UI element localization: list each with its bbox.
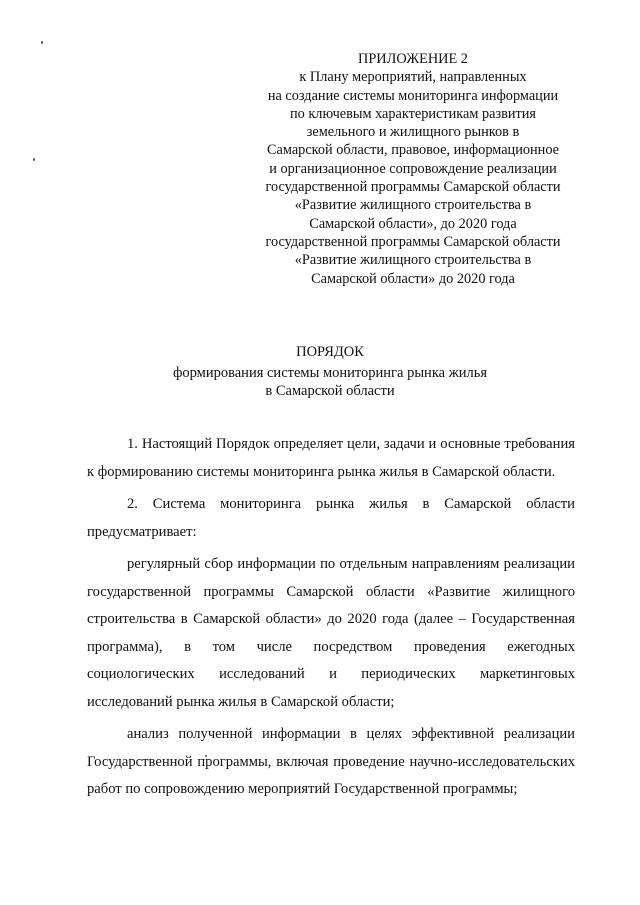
scan-speck xyxy=(41,41,43,44)
annex-heading: ПРИЛОЖЕНИЕ 2 xyxy=(358,51,468,67)
annex-header xyxy=(248,50,578,288)
annex-line: «Развитие жилищного строительства в xyxy=(294,197,532,214)
scan-speck xyxy=(33,158,35,161)
annex-line: на создание системы мониторинга информации xyxy=(267,87,559,104)
annex-line: к Плану мероприятий, направленных xyxy=(299,69,527,86)
annex-line: Самарской области, правовое, информационное xyxy=(267,142,559,159)
document-subtitle-line: формирования системы мониторинга рынка жилья xyxy=(172,365,487,381)
annex-line: «Развитие жилищного строительства в xyxy=(294,252,532,269)
document-body xyxy=(87,431,575,809)
document-subtitle-line: в Самарской области xyxy=(265,383,395,399)
annex-line: Самарской области», до 2020 года xyxy=(309,215,517,232)
annex-line: Самарской области» до 2020 года xyxy=(311,270,515,287)
annex-line: государственной программы Самарской области xyxy=(265,179,561,196)
paragraph: 2. Система мониторинга рынка жилья в Самарской области предусматривает: xyxy=(87,496,575,540)
paragraph: регулярный сбор информации по отдельным направлениям реализации государственной программы Самарской области «Развитие жилищного строительства в Самарской области» до 2020 года (далее – Государственная программа), в том числе посредством проведения ежегодных социологических исследований и периодических маркетинговых исследований рынка жилья в Самарской области; xyxy=(87,556,575,710)
annex-line: по ключевым характеристикам развития xyxy=(289,105,536,122)
annex-line: земельного и жилищного рынков в xyxy=(306,124,520,141)
document-title: ПОРЯДОК xyxy=(296,344,364,360)
paragraph: 1. Настоящий Порядок определяет цели, задачи и основные требования к формированию системы мониторинга рынка жилья в Самарской области. xyxy=(87,436,575,480)
annex-line: и организационное сопровождение реализации xyxy=(269,160,557,177)
paragraph: анализ полученной информации в целях эффективной реализации Государственной программы, включая проведение научно-исследовательских работ по сопровождению мероприятий Государственной программы; xyxy=(87,726,575,797)
annex-line: государственной программы Самарской области xyxy=(265,233,561,250)
